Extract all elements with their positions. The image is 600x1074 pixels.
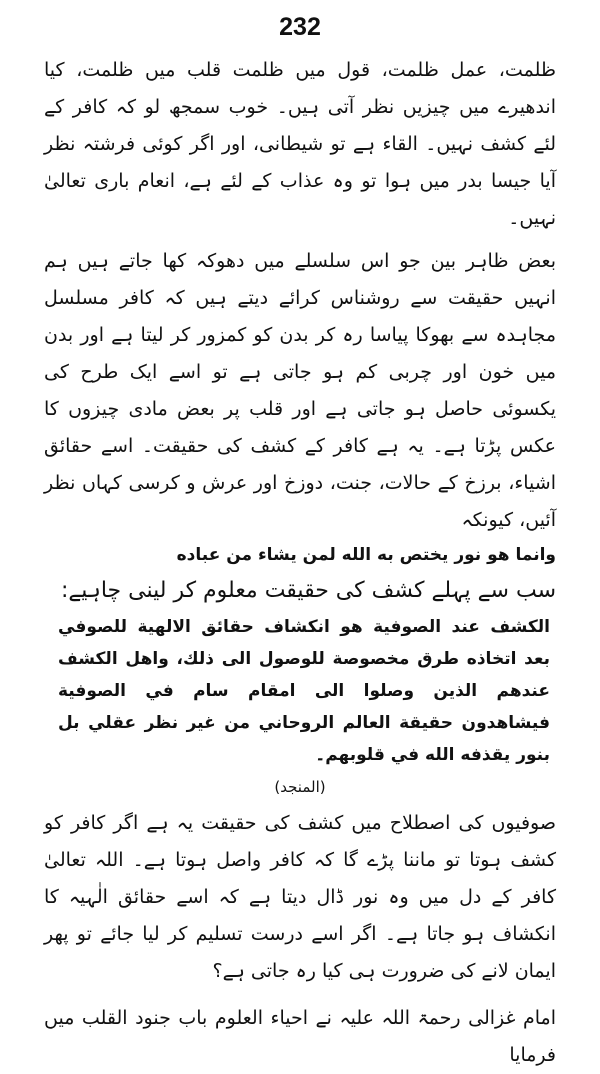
- paragraph-3: صوفیوں کی اصطلاح میں کشف کی حقیقت یہ ہے اگر کافر کو کشف ہوتا تو ماننا پڑے گا کہ کافر واصل ہوتا ہے۔ اللہ تعالیٰ کافر کے دل میں وہ نور ڈال دیتا ہے کہ اسے حقائق الٰہیہ کا انکشاف ہو جاتا ہے۔ اگر اسے درست تسلیم کر لیا جائے تو پھر ایمان لانے کی ضرورت ہی کیا رہ جاتی ہے؟: [44, 812, 556, 982]
- quote-source: (المنجد): [274, 778, 326, 796]
- arabic-verse-line: وانما هو نور يختص به الله لمن يشاء من عباده: [176, 545, 556, 565]
- paragraph-2: بعض ظاہر بین جو اس سلسلے میں دھوکہ کھا جاتے ہیں ہم انہیں حقیقت سے روشناس کرائے دیتے ہیں کہ کافر مسلسل مجاہدہ سے بھوکا پیاسا رہ کر بدن کو کمزور کر لیتا ہے اور بدن میں خون اور چربی کم ہو جاتی ہے تو اسے ایک طرح کی یکسوئی حاصل ہو جاتی ہے اور قلب پر بعض مادی چیزوں کا عکس پڑتا ہے۔ یہ ہے کافر کے کشف کی حقیقت۔ اسے حقائق اشیاء، برزخ کے حالات، جنت، دوزخ اور عرش و کرسی کہاں نظر آئیں، کیونکہ: [44, 250, 556, 531]
- paragraph-1: ظلمت، عمل ظلمت، قول میں ظلمت قلب میں ظلمت، کیا اندھیرے میں چیزیں نظر آتی ہیں۔ خوب سمجھ لو کہ کافر کے لئے کشف نہیں۔ القاء ہے تو شیطانی، اور اگر کوئی فرشتہ نظر آیا جیسا بدر میں ہوا تو وہ عذاب کے لئے ہے، انعام باری تعالیٰ نہیں۔: [44, 59, 556, 229]
- arabic-quotation: الكشف عند الصوفية هو انكشاف حقائق الالهية للصوفي بعد اتخاذه طرق مخصوصة للوصول الى ذلك، واهل الكشف عندهم الذين وصلوا الى امقام سام في الصوفية فيشاهدون حقيقة العالم الروحاني من غير نظر عقلي بل بنور يقذفه الله في قلوبهم۔: [58, 617, 550, 765]
- closing-line: امام غزالی رحمۃ اللہ علیہ نے احیاء العلوم باب جنود القلب میں فرمایا: [44, 1007, 556, 1066]
- page-number: 232: [279, 13, 321, 41]
- section-heading: سب سے پہلے کشف کی حقیقت معلوم کر لینی چاہیے:: [61, 578, 556, 603]
